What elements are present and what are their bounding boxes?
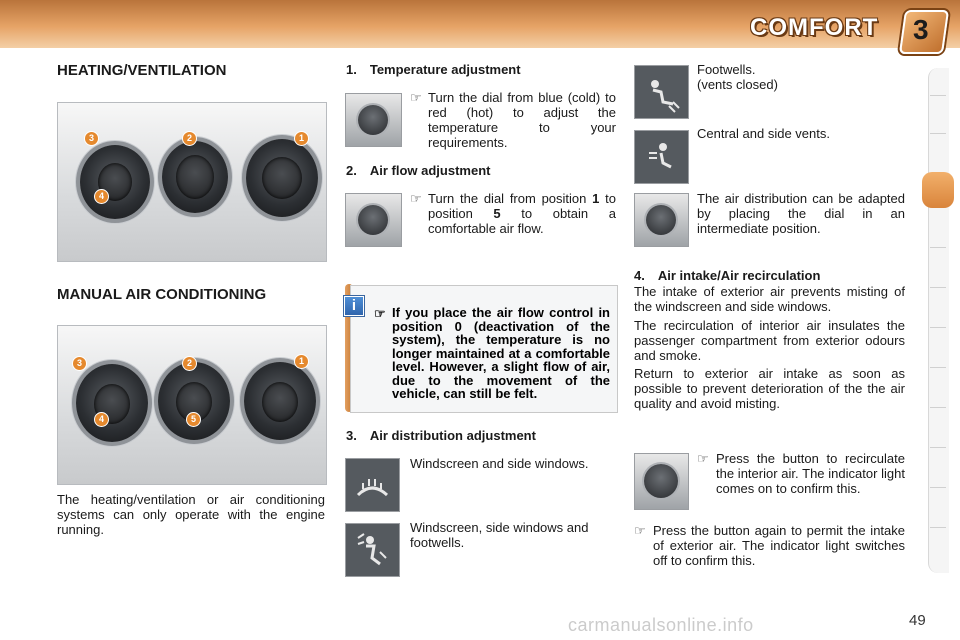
chapter-tab-strip: [928, 68, 949, 573]
temperature-text: Turn the dial from blue (cold) to red (hot) to adjust the temperature to your requirements.: [428, 90, 616, 150]
information-icon: i: [344, 296, 364, 316]
tab-active-chapter[interactable]: [922, 172, 954, 208]
tab-divider: [930, 487, 946, 488]
callout-badge: 3: [84, 131, 99, 146]
tab-divider: [930, 287, 946, 288]
intake-paragraph-1: The intake of exterior air prevents misting of the windscreen and side windows.: [634, 284, 905, 314]
tab-divider: [930, 367, 946, 368]
section-heading-ac: MANUAL AIR CONDITIONING: [57, 286, 267, 303]
tab-divider: [930, 247, 946, 248]
intake-paragraph-2: The recirculation of interior air insulates the passenger compartment from exterior odours and smoke.: [634, 318, 905, 363]
callout-badge: 4: [94, 189, 109, 204]
tab-divider: [930, 407, 946, 408]
chapter-number: 3: [913, 14, 929, 45]
airflow-dial: [158, 362, 230, 440]
callout-badge: 2: [182, 131, 197, 146]
section-airflow-title: 2. Air flow adjustment: [346, 163, 491, 178]
central-vents-text: Central and side vents.: [697, 126, 830, 141]
exterior-air-instruction: Press the button again to permit the intake of exterior air. The indicator light switches off to confirm this.: [653, 523, 905, 568]
airflow-dial-thumbnail: [345, 193, 402, 247]
callout-badge: 5: [186, 412, 201, 427]
distribution-dial-thumbnail: [634, 193, 689, 247]
airflow-text: Turn the dial from position 1 to position 5 to obtain a comfortable air flow.: [428, 191, 616, 236]
distribution-item-windscreen: Windscreen and side windows.: [410, 456, 589, 471]
pointing-hand-icon: ☞: [634, 523, 646, 538]
body-text-engine: The heating/ventilation or air conditioning systems can only operate with the engine running.: [57, 492, 325, 537]
distribution-dial: [80, 145, 150, 219]
distribution-dial: [76, 364, 148, 442]
pointing-hand-icon: ☞: [374, 306, 386, 321]
section-temperature-title: 1. Temperature adjustment: [346, 62, 521, 77]
windscreen-footwell-icon: [345, 523, 400, 577]
pointing-hand-icon: ☞: [410, 90, 422, 105]
heating-control-panel: [57, 102, 327, 262]
tab-divider: [930, 527, 946, 528]
airflow-dial: [162, 141, 228, 213]
intake-paragraph-3: Return to exterior air intake as soon as possible to prevent deterioration of the the air quality and avoid misting.: [634, 366, 905, 411]
temperature-dial: [244, 362, 316, 440]
temperature-dial: [246, 139, 318, 217]
ac-control-panel: [57, 325, 327, 485]
section-intake-title: 4. Air intake/Air recirculation: [634, 268, 821, 283]
info-text: If you place the air flow control in position 0 (deactivation of the system), the temperature is no longer maintained at a comfortable level. However, a slight flow of air, due to the movement of the vehicle, can still be felt.: [392, 305, 610, 401]
watermark: carmanualsonline.info: [568, 615, 754, 635]
section-distribution-title: 3. Air distribution adjustment: [346, 428, 536, 443]
pointing-hand-icon: ☞: [410, 191, 422, 206]
tab-divider: [930, 95, 946, 96]
callout-badge: 3: [72, 356, 87, 371]
distribution-item-windscreen-footwells: Windscreen, side windows and footwells.: [410, 520, 589, 550]
callout-badge: 2: [182, 356, 197, 371]
tab-divider: [930, 447, 946, 448]
pointing-hand-icon: ☞: [697, 451, 709, 466]
section-heading-heating: HEATING/VENTILATION: [57, 62, 227, 79]
recirculation-button-thumbnail: [634, 453, 689, 510]
callout-badge: 4: [94, 412, 109, 427]
recirculate-instruction: Press the button to recirculate the interior air. The indicator light comes on to confirm this.: [716, 451, 905, 496]
tab-divider: [930, 327, 946, 328]
tab-divider: [930, 133, 946, 134]
footwells-icon: [634, 65, 689, 119]
central-vents-icon: [634, 130, 689, 184]
windscreen-demist-icon: [345, 458, 400, 512]
chapter-title: COMFORT: [750, 14, 879, 41]
footwells-line2: (vents closed): [697, 77, 778, 92]
footwells-line1: Footwells.: [697, 62, 756, 77]
intermediate-position-text: The air distribution can be adapted by placing the dial in an intermediate position.: [697, 191, 905, 236]
page-number: 49: [909, 612, 926, 629]
callout-badge: 1: [294, 354, 309, 369]
callout-badge: 1: [294, 131, 309, 146]
temperature-dial-thumbnail: [345, 93, 402, 147]
